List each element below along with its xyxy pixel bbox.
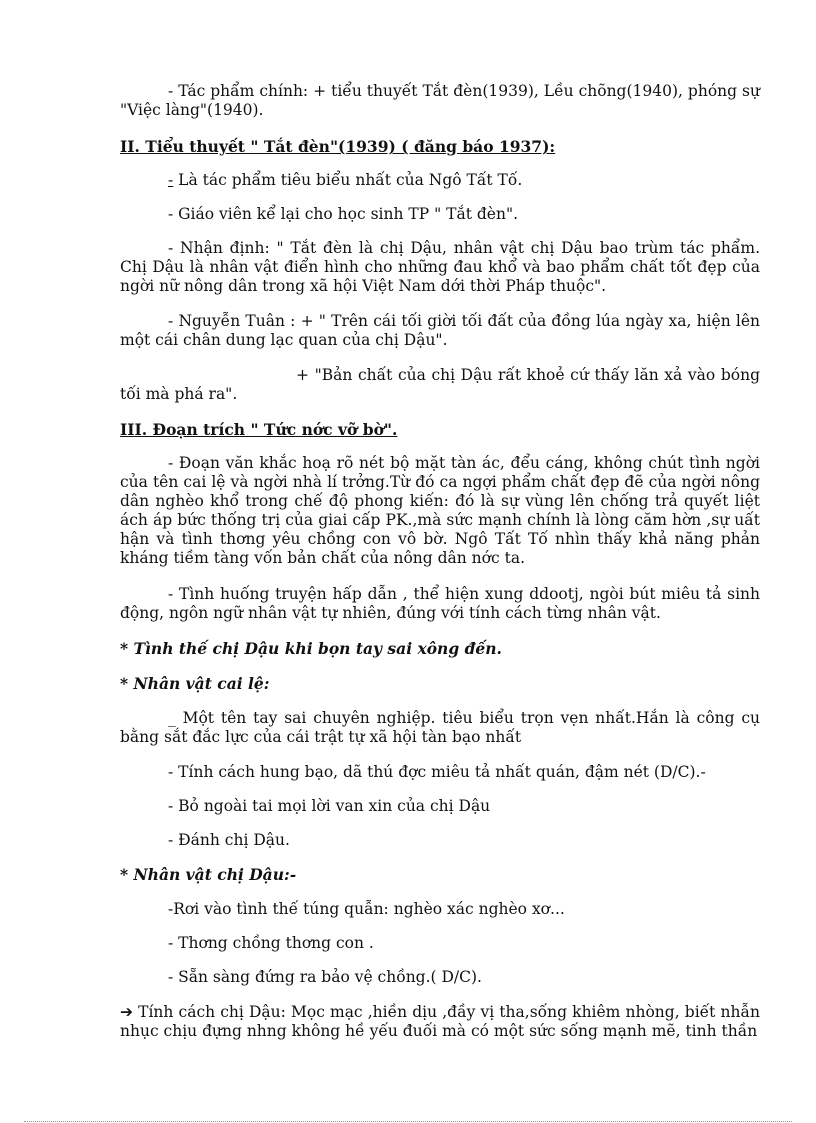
section-heading-ii: II. Tiểu thuyết " Tắt đèn"(1939) ( đăng báo 1937): <box>120 137 556 156</box>
paragraph: _ Một tên tay sai chuyên nghiệp. tiêu biểu trọn vẹn nhất.Hắn là công cụ bằng sắt đắc lực của cái trật tự xã hội tàn bạo nhất <box>120 709 760 746</box>
paragraph: - Nguyễn Tuân : + " Trên cái tối giời tối đất của đồng lúa ngày xa, hiện lên một cái chân dung lạc quan của chị Dậu". <box>120 312 760 349</box>
paragraph: - Đánh chị Dậu. <box>168 831 290 849</box>
paragraph: -Rơi vào tình thế túng quẫn: nghèo xác nghèo xơ... <box>168 900 565 918</box>
document-page <box>120 82 760 1041</box>
paragraph: + "Bản chất của chị Dậu rất khoẻ cứ thấy lăn xả vào bóng tối mà phá ra". <box>120 366 760 403</box>
paragraph <box>120 1003 760 1041</box>
subheading: * Nhân vật chị Dậu:- <box>120 865 297 884</box>
paragraph: - Giáo viên kể lại cho học sinh TP " Tắt đèn". <box>168 205 519 223</box>
subheading: * Tình thế chị Dậu khi bọn tay sai xông đến. <box>120 639 502 658</box>
subheading: * Nhân vật cai lệ: <box>120 674 270 693</box>
paragraph: - Thơng chồng thơng con . <box>168 934 374 952</box>
dash-marker: - <box>168 171 174 189</box>
paragraph <box>120 171 760 190</box>
arrow-icon: ➔ <box>120 1003 133 1021</box>
section-heading-iii: III. Đoạn trích " Tức nớc vỡ bờ". <box>120 420 398 439</box>
paragraph: - Nhận định: " Tắt đèn là chị Dậu, nhân vật chị Dậu bao trùm tác phẩm. Chị Dậu là nhân vật điển hình cho những đau khổ và bao phẩm chất tốt đẹp của ngời nữ nông dân trong xã hội Việt Nam dới thời Pháp thuộc". <box>120 239 760 295</box>
paragraph: - Tình huống truyện hấp dẫn , thể hiện xung ddootj, ngòi bút miêu tả sinh động, ngôn ngữ nhân vật tự nhiên, đúng với tính cách từng nhân vật. <box>120 585 760 622</box>
paragraph: - Bỏ ngoài tai mọi lời van xin của chị Dậu <box>168 797 491 815</box>
page-bottom-divider <box>24 1121 792 1122</box>
paragraph: - Sẵn sàng đứng ra bảo vệ chồng.( D/C). <box>168 968 482 986</box>
paragraph-text: Tính cách chị Dậu: Mọc mạc ,hiền dịu ,đầy vị tha,sống khiêm nhòng, biết nhẫn nhục chịu đựng nhng không hề yếu đuối mà có một sức sống mạnh mẽ, tinh thần <box>120 1003 760 1040</box>
paragraph: - Tính cách hung bạo, dã thú đợc miêu tả nhất quán, đậm nét (D/C).- <box>168 763 706 781</box>
paragraph-text: Là tác phẩm tiêu biểu nhất của Ngô Tất Tố. <box>173 171 523 189</box>
paragraph: - Đoạn văn khắc hoạ rõ nét bộ mặt tàn ác, đểu cáng, không chút tình ngời của tên cai lệ và ngời nhà lí trởng.Từ đó ca ngợi phẩm chất đẹp đẽ của ngời nông dân nghèo khổ trong chế độ phong kiến: đó là sự vùng lên chống trả quyết liệt ách áp bức thống trị của giai cấp PK.,mà sức mạnh chính là lòng căm hờn ,sự uất hận và tình thơng yêu chồng con vô bờ. Ngô Tất Tố nhìn thấy khả năng phản kháng tiềm tàng vốn bản chất của nông dân nớc ta. <box>120 454 760 567</box>
works-line: - Tác phẩm chính: + tiểu thuyết Tắt đèn(1939), Lều chõng(1940), phóng sự "Việc làng"(1940). <box>120 82 760 119</box>
